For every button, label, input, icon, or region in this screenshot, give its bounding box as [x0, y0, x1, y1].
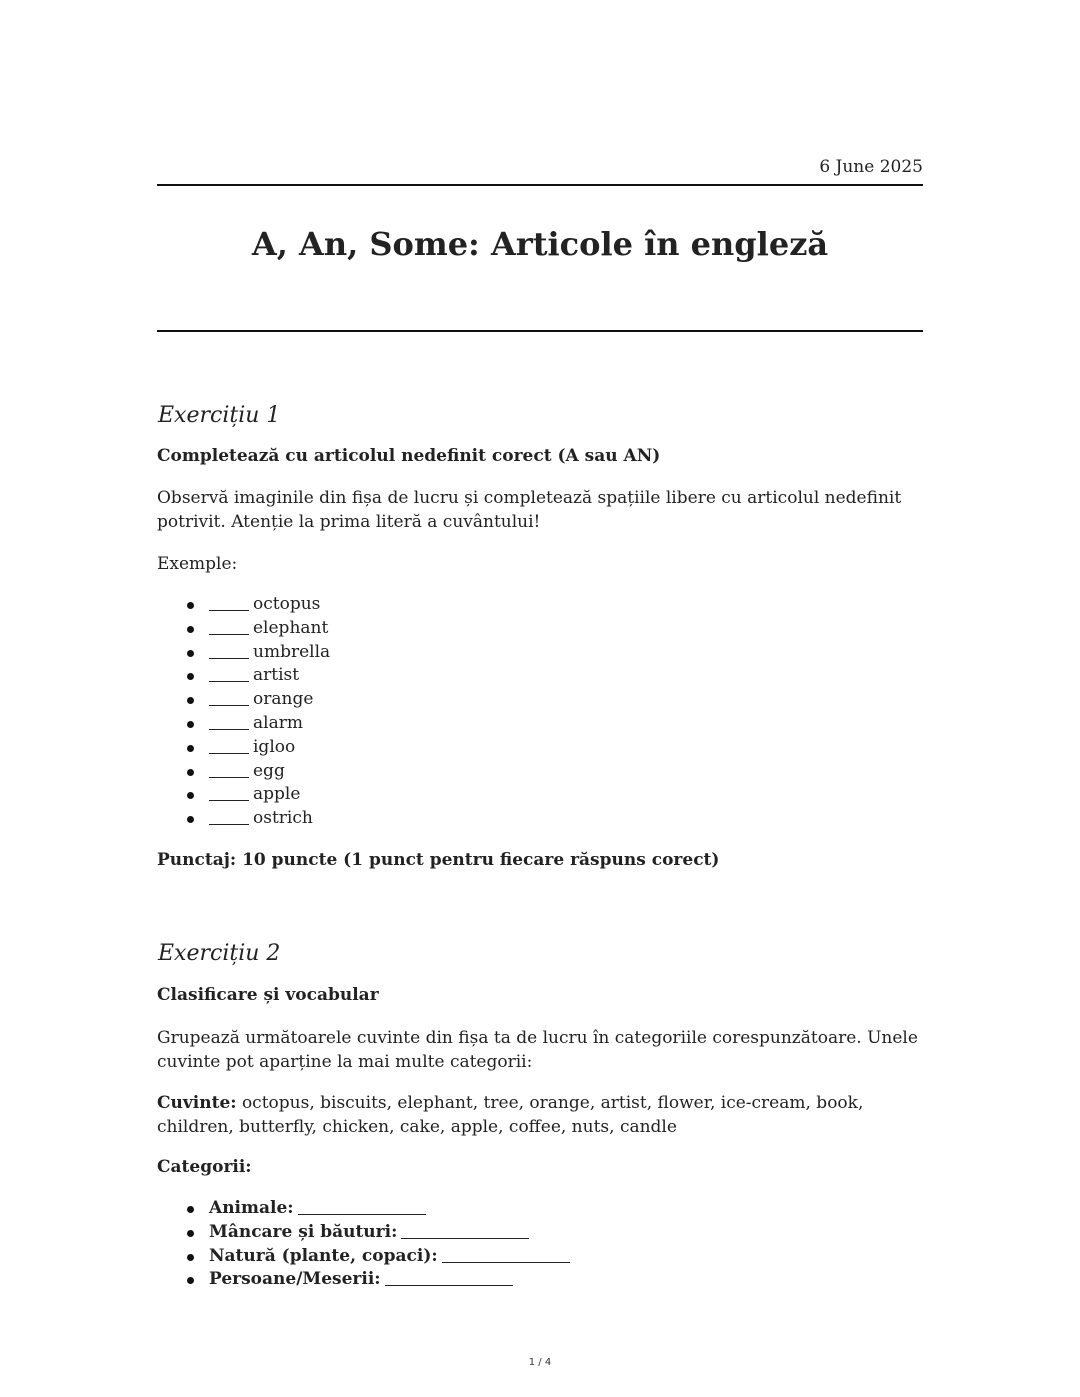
list-item-word: umbrella — [253, 641, 331, 662]
answer-blank[interactable] — [209, 665, 249, 682]
exercise-2-categories-label: Categorii: — [157, 1157, 252, 1177]
page-title: A, An, Some: Articole în engleză — [251, 225, 829, 263]
list-item — [157, 641, 330, 665]
page-number: 1 / 4 — [528, 1357, 552, 1368]
exercise-2-words — [157, 1091, 923, 1139]
answer-blank[interactable] — [209, 784, 249, 801]
list-item — [157, 736, 330, 760]
words-list: octopus, biscuits, elephant, tree, orange, artist, flower, ice-cream, book, children, butterfly, chicken, cake, apple, coffee, nuts, candle — [157, 1093, 864, 1137]
list-item — [157, 1245, 570, 1269]
list-item-word: artist — [253, 665, 300, 686]
header-rule — [157, 184, 923, 186]
answer-blank[interactable] — [209, 713, 249, 730]
words-label: Cuvinte: — [157, 1093, 237, 1113]
bullet-icon — [187, 721, 194, 728]
list-item — [157, 1221, 570, 1245]
title-rule — [157, 330, 923, 332]
list-item-word: egg — [253, 760, 285, 781]
exercise-2-subtitle: Clasificare și vocabular — [157, 985, 379, 1005]
list-item — [157, 1197, 570, 1221]
answer-blank[interactable] — [442, 1246, 570, 1263]
list-item-word: orange — [253, 689, 314, 710]
list-item — [157, 593, 330, 617]
exercise-1-heading: Exercițiu 1 — [158, 403, 281, 428]
list-item — [157, 1268, 570, 1292]
answer-blank[interactable] — [385, 1269, 513, 1286]
exercise-1-score: Punctaj: 10 puncte (1 punct pentru fiecare răspuns corect) — [157, 850, 720, 870]
bullet-icon — [187, 745, 194, 752]
exercise-1-subtitle: Completează cu articolul nedefinit corect (A sau AN) — [157, 446, 661, 466]
answer-blank[interactable] — [209, 737, 249, 754]
bullet-icon — [187, 697, 194, 704]
bullet-icon — [187, 769, 194, 776]
list-item — [157, 617, 330, 641]
answer-blank[interactable] — [209, 618, 249, 635]
answer-blank[interactable] — [209, 761, 249, 778]
category-label: Natură (plante, copaci): — [209, 1245, 438, 1266]
answer-blank[interactable] — [401, 1222, 529, 1239]
exercise-2-heading: Exercițiu 2 — [158, 941, 281, 966]
list-item — [157, 783, 330, 807]
bullet-icon — [187, 816, 194, 823]
list-item — [157, 712, 330, 736]
exercise-1-instructions: Observă imaginile din fișa de lucru și completează spațiile libere cu articolul nedefinit potrivit. Atenție la prima literă a cuvântului! — [157, 488, 902, 532]
list-item-word: alarm — [253, 712, 303, 733]
list-item-word: octopus — [253, 594, 321, 614]
bullet-icon — [187, 1230, 194, 1237]
list-item — [157, 688, 330, 712]
category-label: Animale: — [209, 1198, 294, 1218]
bullet-icon — [187, 1254, 194, 1261]
list-item-word: ostrich — [253, 808, 313, 829]
answer-blank[interactable] — [209, 689, 249, 706]
bullet-icon — [187, 792, 194, 799]
bullet-icon — [187, 650, 194, 657]
exercise-2-categories — [157, 1197, 570, 1292]
list-item — [157, 807, 330, 831]
list-item — [157, 760, 330, 784]
document-date: 6 June 2025 — [819, 157, 923, 177]
bullet-icon — [187, 626, 194, 633]
answer-blank[interactable] — [209, 594, 249, 611]
list-item — [157, 664, 330, 688]
answer-blank[interactable] — [209, 808, 249, 825]
bullet-icon — [187, 1206, 194, 1213]
list-item-word: apple — [253, 784, 301, 805]
bullet-icon — [187, 602, 194, 609]
bullet-icon — [187, 1277, 194, 1284]
exercise-1-examples-label: Exemple: — [157, 554, 238, 574]
answer-blank[interactable] — [298, 1198, 426, 1215]
exercise-1-list — [157, 593, 330, 831]
answer-blank[interactable] — [209, 642, 249, 659]
category-label: Mâncare și băuturi: — [209, 1221, 398, 1242]
list-item-word: elephant — [253, 617, 329, 638]
bullet-icon — [187, 673, 194, 680]
category-label: Persoane/Meserii: — [209, 1269, 381, 1290]
exercise-2-instructions: Grupează următoarele cuvinte din fișa ta de lucru în categoriile corespunzătoare. Unele cuvinte pot aparține la mai multe categorii: — [157, 1028, 918, 1072]
list-item-word: igloo — [253, 736, 296, 757]
